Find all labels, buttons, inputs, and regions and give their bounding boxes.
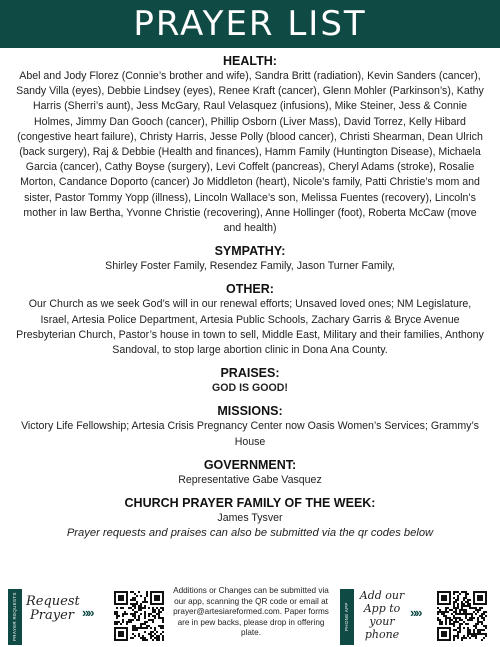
government-heading: GOVERNMENT: bbox=[203, 457, 297, 472]
family-of-week-heading: CHURCH PRAYER FAMILY OF THE WEEK: bbox=[124, 496, 376, 511]
other-list: Our Church as we seek God’s will in our renewal efforts; Unsaved loved ones; NM Legislature, Israel, Artesia Police Department, Artesia Public Schools, Zachary Garris & Bryce Avenue Presbyterian Church, Pastor’s house in town to sell, Middle East, Military and their families, Anthony Sandoval, to stop large abortion clinic in Dona Ana County. bbox=[16, 298, 484, 357]
arrows-icon-2: »» bbox=[410, 605, 421, 620]
missions-list: Victory Life Fellowship; Artesia Crisis Pregnancy Center now Oasis Women’s Services; Grammy’s House bbox=[21, 420, 479, 448]
other-heading: OTHER: bbox=[226, 282, 274, 297]
submission-instructions: Additions or Changes can be submitted via our app, scanning the QR code or email at prayer@artesiareformed.com. Paper forms are in pew backs, please drop in offering plate. bbox=[173, 586, 329, 638]
sympathy-list: Shirley Foster Family, Resendez Family, Jason Turner Family, bbox=[105, 260, 395, 273]
missions-heading: MISSIONS: bbox=[217, 404, 283, 419]
health-list: Abel and Jody Florez (Connie’s brother and wife), Sandra Britt (radiation), Kevin Sanders (cancer), Sandy Villa (eyes), Debbie Lindsey (eyes), Renee Kraft (cancer), Glenn Mohler (Parkinson’s), Kathy Harris (Sherri’s aunt), Jess McGary, Raul Velasquez (infusions), Mike Steiner, Jess & Connie Holmes, Jimmy Dan Gooch (cancer), Phillip Osborn (Liver Mass), David Torrez, Kelly Hibard (congestive heart failure), Christy Harris, Jesse Polly (blood cancer), Christi Shearman, Dean Ulrich (back surgery), Raj & Debbie (Health and finances), Hamm Family (Huntington Disease), Michaela Garcia (cancer), Cathy Boyse (surgery), Levi Coffelt (pancreas), Cheryl Adams (stroke), Rosalie Morton, Candance Doporto (cancer) Jo Middleton (heart), Nicole’s family, Patti Christie’s mom and sister, Pastor Tommy Yopp (illness), Lincoln Wallace’s son, Melissa Fuentes (recovery), Lincoln’s mother in law Bertha, Yvonne Christie (recovering), Anne Hollinger (foot), Roberta McCaw (move and health) bbox=[16, 70, 484, 235]
phone-app-qr-code[interactable] bbox=[437, 591, 487, 641]
page-banner bbox=[0, 0, 500, 48]
request-prayer-script: Request Prayer bbox=[26, 594, 80, 623]
arrows-icon: »» bbox=[82, 605, 93, 620]
sympathy-heading: SYMPATHY: bbox=[214, 244, 286, 259]
page-title: PRAYER LIST bbox=[133, 4, 367, 44]
prayer-list-content bbox=[0, 54, 500, 541]
praises-list: GOD IS GOOD! bbox=[212, 382, 288, 395]
praises-heading: PRAISES: bbox=[220, 366, 280, 381]
government-list: Representative Gabe Vasquez bbox=[178, 473, 322, 486]
prayer-requests-tab: PRAYER REQUESTS bbox=[8, 589, 22, 645]
footer bbox=[0, 583, 500, 647]
family-of-week-name: James Tysver bbox=[217, 512, 283, 525]
phone-app-tab: PHONE APP bbox=[340, 589, 354, 645]
add-app-script: Add our App to your phone bbox=[359, 589, 405, 641]
submission-note: Prayer requests and praises can also be submitted via the qr codes below bbox=[66, 527, 434, 540]
health-heading: HEALTH: bbox=[223, 54, 277, 68]
prayer-request-qr-code[interactable] bbox=[114, 591, 164, 641]
